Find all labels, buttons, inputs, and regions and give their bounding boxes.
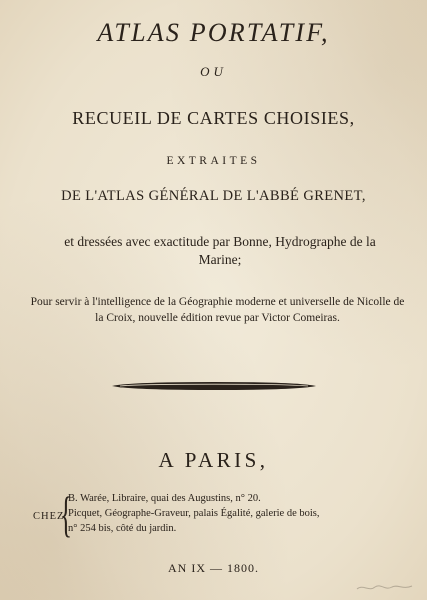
- extraites-label: EXTRAITES: [166, 155, 261, 167]
- purpose-note: Pour servir à l'intelligence de la Géographie moderne et universelle de Nicolle de la Croix, nouvelle édition revue par Victor Comeiras.: [30, 296, 405, 324]
- double-rule-ornament-icon: [110, 378, 318, 394]
- imprint-line-3: n° 254 bis, côté du jardin.: [68, 523, 177, 534]
- book-subtitle: RECUEIL DE CARTES CHOISIES,: [72, 108, 355, 128]
- imprint-line-1: B. Warée, Libraire, quai des Augustins, n° 20.: [68, 493, 261, 504]
- place-of-publication: A PARIS,: [158, 448, 269, 472]
- author-credit: et dressées avec exactitude par Bonne, Hydrographe de la Marine;: [64, 234, 376, 267]
- ink-mark-icon: [355, 580, 415, 594]
- imprint-line-2: Picquet, Géographe-Graveur, palais Égalité, galerie de bois,: [68, 508, 320, 519]
- brace-icon: {: [60, 486, 72, 542]
- publication-date: AN IX — 1800.: [168, 561, 259, 575]
- source-atlas: DE L'ATLAS GÉNÉRAL DE L'ABBÉ GRENET,: [61, 188, 366, 204]
- imprint-chez: CHEZ: [33, 511, 65, 522]
- conjunction-ou: OU: [200, 64, 227, 79]
- book-title: ATLAS PORTATIF,: [97, 18, 330, 47]
- imprint-booksellers: [68, 491, 408, 536]
